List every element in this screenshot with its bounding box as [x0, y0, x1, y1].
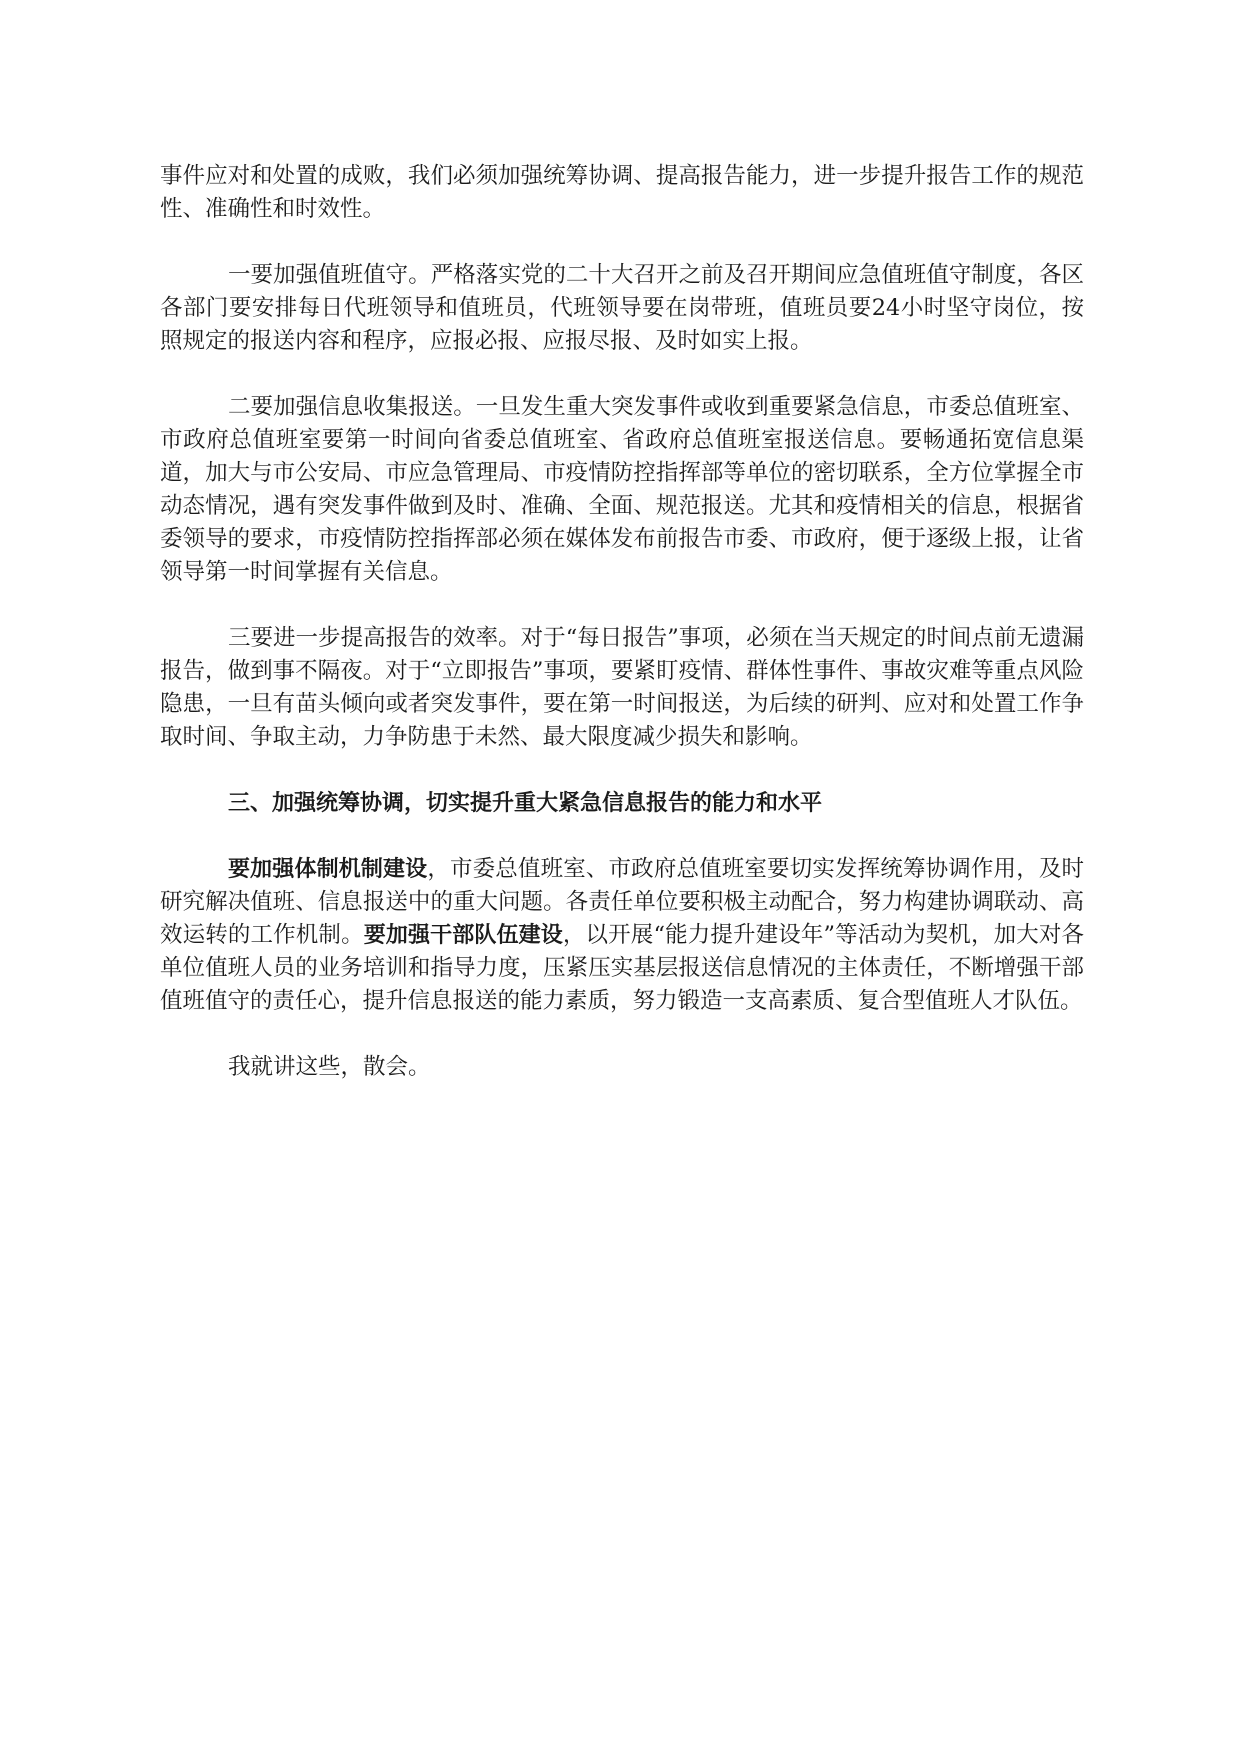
paragraph-coordination [160, 853, 1084, 1018]
paragraph-coordination-text-1: ，市委总值班室、市政府总值班室要切实发挥统筹协调作用，及时研究解决值班、信息报送中的重大问题。各责任单位要积极主动配合，努力构建协调联动、高效运转的工作机制。 [160, 856, 1084, 948]
paragraph-report-efficiency: 三要进一步提高报告的效率。对于“每日报告”事项，必须在当天规定的时间点前无遗漏报告，做到事不隔夜。对于“立即报告”事项，要紧盯疫情、群体性事件、事故灾难等重点风险隐患，一旦有苗头倾向或者突发事件，要在第一时间报送，为后续的研判、应对和处置工作争取时间、争取主动，力争防患于未然、最大限度减少损失和影响。 [160, 625, 1084, 750]
section-heading-three: 三、加强统筹协调，切实提升重大紧急信息报告的能力和水平 [228, 791, 823, 816]
paragraph-coordination-text-2: ，以开展“能力提升建设年”等活动为契机，加大对各单位值班人员的业务培训和指导力度，压紧压实基层报送信息情况的主体责任，不断增强干部值班值守的责任心，提升信息报送的能力素质，努力锻造一支高素质、复合型值班人才队伍。 [160, 922, 1084, 1014]
paragraph-duty-watch: 一要加强值班值守。严格落实党的二十大召开之前及召开期间应急值班值守制度，各区各部门要安排每日代班领导和值班员，代班领导要在岗带班，值班员要24小时坚守岗位，按照规定的报送内容和程序，应报必报、应报尽报、及时如实上报。 [160, 262, 1084, 354]
bold-phrase-system: 要加强体制机制建设 [228, 857, 428, 882]
paragraph-continuation: 事件应对和处置的成败，我们必须加强统筹协调、提高报告能力，进一步提升报告工作的规范性、准确性和时效性。 [160, 163, 1084, 222]
paragraph-closing: 我就讲这些，散会。 [228, 1054, 431, 1080]
document-body [160, 160, 1084, 1084]
paragraph-info-collection: 二要加强信息收集报送。一旦发生重大突发事件或收到重要紧急信息，市委总值班室、市政府总值班室要第一时间向省委总值班室、省政府总值班室报送信息。要畅通拓宽信息渠道，加大与市公安局、市应急管理局、市疫情防控指挥部等单位的密切联系，全方位掌握全市动态情况，遇有突发事件做到及时、准确、全面、规范报送。尤其和疫情相关的信息，根据省委领导的要求，市疫情防控指挥部必须在媒体发布前报告市委、市政府，便于逐级上报，让省领导第一时间掌握有关信息。 [160, 394, 1084, 585]
bold-phrase-cadre: 要加强干部队伍建设 [363, 923, 563, 948]
